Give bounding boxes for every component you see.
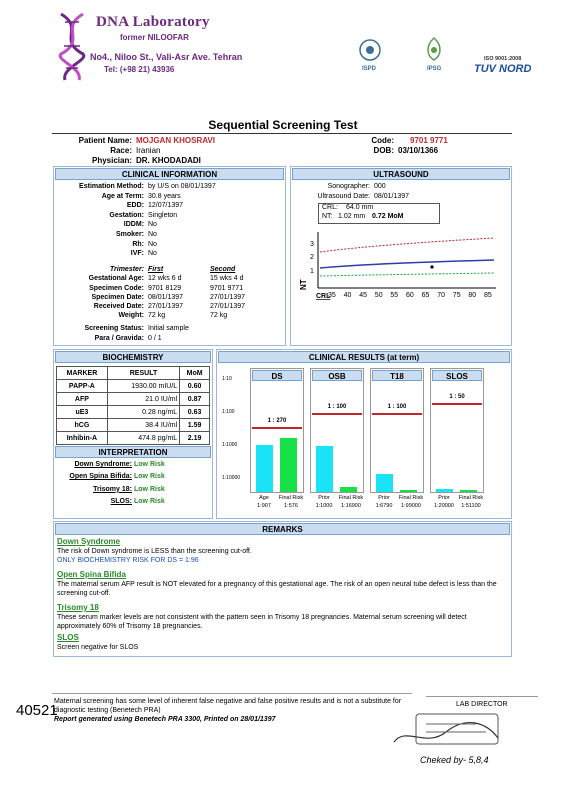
iso-label: ISO 9001:2008 — [484, 56, 522, 62]
risk-bar-label: Final Risk — [278, 495, 304, 501]
interpretation-value: Low Risk — [134, 485, 165, 493]
risk-y-tick: 1:10000 — [222, 475, 241, 482]
handwritten-id: 40521 — [16, 702, 58, 719]
ispd-label: ISPD — [362, 66, 377, 72]
lab-former-name: former NILOOFAR — [120, 33, 189, 42]
lab-stamp — [386, 712, 506, 752]
para-gravida: 0 / 1 — [148, 335, 162, 342]
biochemistry-table — [56, 366, 210, 445]
marker-mom: 0.63 — [180, 406, 210, 419]
ispd-logo — [358, 38, 382, 62]
risk-panel-frame — [430, 368, 484, 493]
col-mom: MoM — [180, 367, 210, 380]
lab-tel: Tel: (+98 21) 43936 — [104, 65, 175, 74]
code-label: Code: — [371, 136, 394, 145]
marker-name: hCG — [57, 419, 108, 432]
prior-risk-bar — [256, 445, 273, 492]
director-rule — [426, 696, 538, 697]
biochemistry-rows — [57, 380, 210, 445]
risk-y-tick: 1:1000 — [222, 442, 238, 449]
nt-x-ticks — [328, 292, 492, 299]
nt-chart-lower-curve — [320, 273, 494, 276]
biochem-row — [57, 432, 210, 445]
clinical-value: 12/07/1397 — [148, 202, 184, 210]
risk-bar-value: 1:16900 — [341, 503, 361, 509]
nt-x-tick: 85 — [484, 292, 492, 299]
dna-logo — [55, 10, 89, 82]
trimester-row-label: Weight: — [118, 312, 144, 320]
patient-name-label: Patient Name: — [78, 136, 132, 145]
risk-cutoff-label: 1 : 100 — [327, 404, 347, 411]
risk-bar-label: Final Risk — [458, 495, 484, 501]
clinical-info-header: CLINICAL INFORMATION — [55, 168, 284, 180]
risk-y-tick: 1:10 — [222, 376, 232, 382]
risk-bar-label: Prior — [318, 495, 330, 501]
risk-bar-value: 1:907 — [257, 503, 271, 509]
nt-y-tick-2: 2 — [310, 254, 314, 261]
para-gravida-label: Para / Gravida: — [94, 335, 144, 342]
trimester-second-value: 72 kg — [210, 312, 228, 320]
prior-risk-bar — [376, 474, 393, 492]
nt-x-tick: 55 — [390, 292, 399, 299]
nt-x-tick: 35 — [328, 292, 336, 299]
patient-name: MOJGAN KHOSRAVI — [136, 136, 215, 145]
final-risk-bar — [340, 487, 357, 492]
marker-name: AFP — [57, 393, 108, 406]
trimester-first-value: 12 wks 6 d — [148, 275, 182, 283]
lab-name: DNA Laboratory — [96, 14, 210, 30]
marker-result: 0.28 ng/mL — [107, 406, 179, 419]
interpretation-value: Low Risk — [134, 473, 165, 481]
nt-x-tick: 65 — [421, 292, 430, 299]
remark-text: The maternal serum AFP result is NOT elevated for a pregnancy of this gestational age. The risk of an open neural tube defect is less than the screening cut-off. — [57, 581, 497, 597]
remarks-header: REMARKS — [55, 523, 510, 535]
title-rule — [52, 133, 512, 134]
col-result: RESULT — [107, 367, 179, 380]
tuv-logo: TUV NORD — [474, 63, 532, 75]
interpretation-header: INTERPRETATION — [55, 446, 211, 458]
crl-label: CRL: — [322, 204, 338, 211]
disclaimer: Maternal screening has some level of inherent false negative and false positive results and is not a substitute for diagnostic testing (Benetech PRA) — [54, 698, 402, 714]
marker-name: PAPP-A — [57, 380, 108, 393]
risk-bar-label: Final Risk — [398, 495, 424, 501]
checked-by: Cheked by- 5,8,4 — [420, 755, 489, 765]
sonographer: 000 — [374, 183, 386, 190]
nt-y-tick-3: 3 — [310, 241, 314, 248]
clinical-label: Smoker: — [115, 231, 144, 238]
nt-x-tick: 40 — [343, 292, 352, 299]
marker-result: 1930.00 mIU/L — [107, 380, 179, 393]
trimester-row-label: Gestational Age: — [88, 275, 144, 283]
trimester-row-label: Specimen Date: — [91, 293, 144, 301]
nt-chart-upper-curve — [320, 238, 494, 252]
final-risk-bar — [280, 438, 297, 492]
trimester-label: Trimester: — [109, 266, 144, 273]
clinical-label: IDDM: — [123, 221, 144, 229]
report-title: Sequential Screening Test — [208, 118, 358, 132]
trimester-second-value: 9701 9771 — [210, 284, 244, 292]
nt-x-tick: 70 — [437, 292, 445, 299]
clinical-value: No — [148, 221, 157, 229]
remark-heading: Trisomy 18 — [57, 603, 99, 612]
race: Iranian — [136, 146, 161, 155]
nt-x-tick: 45 — [359, 292, 367, 299]
interpretation-value: Low Risk — [134, 498, 165, 506]
risk-cutoff-line — [252, 427, 302, 429]
nt-chart-median-curve — [320, 260, 494, 268]
risk-panel-title: DS — [252, 370, 302, 381]
report-generated: Report generated using Benetech PRA 3300, Printed on 28/01/1397 — [54, 716, 276, 723]
marker-result: 474.8 pg/mL — [107, 432, 179, 445]
screening-status-label: Screening Status: — [84, 325, 144, 332]
risk-cutoff-label: 1 : 270 — [267, 418, 287, 425]
biochem-row — [57, 419, 210, 432]
nt-x-tick: 80 — [468, 292, 477, 299]
clinical-label: IVF: — [130, 250, 144, 258]
interpretation-label: Open Spina Bifida: — [69, 473, 132, 481]
race-label: Race: — [110, 146, 132, 155]
risk-panel-title: T18 — [372, 370, 422, 381]
clinical-value: No — [148, 231, 157, 238]
lab-address: No4., Niloo St., Vali-Asr Ave. Tehran — [90, 52, 243, 62]
trimester-second-value: 27/01/1397 — [210, 293, 246, 301]
risk-bar-value: 1:51100 — [461, 503, 481, 509]
clinical-label: Age at Term: — [101, 192, 144, 200]
marker-mom: 0.60 — [180, 380, 210, 393]
marker-result: 21.0 IU/ml — [107, 393, 179, 406]
trimester-first-value: 9701 8129 — [148, 284, 182, 292]
nt-chart-patient-point — [430, 265, 433, 268]
remark-heading: SLOS — [57, 633, 79, 642]
risk-bar-value: 1:99000 — [401, 503, 421, 509]
remark-heading: Open Spina Bifida — [57, 570, 126, 579]
nt-x-tick: 50 — [374, 292, 383, 299]
clinical-label: Rh: — [132, 240, 144, 248]
remark-heading: Down Syndrome — [57, 537, 121, 546]
us-date-label: Ultrasound Date: — [317, 193, 370, 200]
col-marker: MARKER — [57, 367, 108, 380]
clinical-value: No — [148, 250, 157, 258]
us-date: 08/01/1397 — [374, 193, 410, 200]
sonographer-label: Sonographer: — [327, 183, 370, 190]
nt-x-axis-label: CRL — [316, 293, 331, 300]
marker-mom: 1.59 — [180, 419, 210, 432]
crl-value: 64.0 mm — [346, 204, 374, 211]
clinical-results-header: CLINICAL RESULTS (at term) — [218, 351, 510, 363]
final-risk-bar — [460, 490, 477, 492]
trimester-first-value: 72 kg — [148, 312, 166, 320]
interpretation-value: Low Risk — [134, 461, 165, 468]
trimester-first-value: 27/01/1397 — [148, 303, 184, 310]
trimester-second-value: 27/01/1397 — [210, 303, 246, 310]
risk-bar-value: 1:6790 — [375, 503, 393, 509]
ipsg-logo — [423, 36, 445, 62]
risk-cutoff-line — [432, 403, 482, 405]
marker-name: uE3 — [57, 406, 108, 419]
clinical-label: Gestation: — [109, 211, 144, 219]
interpretation-label: Trisomy 18: — [93, 485, 132, 493]
dob: 03/10/1366 — [398, 146, 439, 155]
marker-name: Inhibin-A — [57, 432, 108, 445]
nt-mom: 0.72 MoM — [372, 213, 404, 220]
trimester-row-label: Specimen Code: — [89, 284, 144, 292]
risk-bar-label: Prior — [378, 495, 390, 501]
clinical-label: Estimation Method: — [79, 183, 144, 190]
clinical-value: 30.8 years — [148, 192, 181, 200]
biochem-row — [57, 380, 210, 393]
remark-extra: ONLY BIOCHEMISTRY RISK FOR DS = 1:96 — [57, 557, 199, 564]
risk-bar-label: Age — [259, 495, 269, 501]
nt-chart — [296, 226, 508, 306]
remark-text: The risk of Down syndrome is LESS than the screening cut-off. — [57, 548, 252, 555]
nt-label: NT: — [322, 213, 333, 220]
trimester-first-value: 08/01/1397 — [148, 293, 184, 301]
nt-y-axis-label: NT — [299, 279, 308, 290]
nt-value: 1.02 mm — [338, 213, 366, 220]
trimester-first: First — [148, 266, 164, 273]
nt-x-tick: 60 — [406, 292, 414, 299]
biochemistry-header: BIOCHEMISTRY — [55, 351, 211, 363]
physician-label: Physician: — [91, 156, 132, 165]
risk-bar-label: Final Risk — [338, 495, 364, 501]
screening-status: Initial sample — [148, 325, 189, 332]
final-risk-bar — [400, 490, 417, 492]
risk-bar-value: 1:1000 — [315, 503, 333, 509]
trimester-second: Second — [210, 266, 236, 273]
risk-panel-title: OSB — [312, 370, 362, 381]
clinical-label: EDD: — [126, 202, 144, 210]
remark-text: These serum marker levels are not consistent with the pattern seen in Trisomy 18 pregnancies. Maternal serum screening will detect approximately 60% of Trisomy 18 pregnancies. — [57, 614, 467, 630]
interpretation-label: Down Syndrome: — [74, 461, 132, 468]
physician: DR. KHODADADI — [136, 156, 201, 165]
footer-rule — [52, 693, 412, 694]
risk-panel-title: SLOS — [432, 370, 482, 381]
trimester-row-label: Received Date: — [93, 303, 144, 310]
remark-text: Screen negative for SLOS — [57, 644, 139, 651]
ultrasound-header: ULTRASOUND — [292, 168, 510, 180]
ipsg-label: IPSG — [427, 66, 442, 72]
risk-bar-value: 1:576 — [284, 503, 298, 509]
prior-risk-bar — [316, 446, 333, 492]
clinical-value: Singleton — [148, 211, 178, 219]
risk-cutoff-label: 1 : 100 — [387, 404, 407, 411]
nt-y-tick-1: 1 — [310, 268, 314, 275]
risk-bar-label: Prior — [438, 495, 450, 501]
marker-mom: 0.87 — [180, 393, 210, 406]
marker-mom: 2.19 — [180, 432, 210, 445]
dob-label: DOB: — [373, 146, 394, 155]
prior-risk-bar — [436, 489, 453, 492]
marker-result: 38.4 IU/ml — [107, 419, 179, 432]
risk-cutoff-line — [372, 413, 422, 415]
risk-bar-value: 1:20000 — [434, 503, 454, 509]
lab-director-label: LAB DIRECTOR — [456, 701, 508, 708]
clinical-value: by U/S on 08/01/1397 — [148, 183, 216, 190]
biochem-row — [57, 406, 210, 419]
clinical-value: No — [148, 240, 157, 248]
biochem-row — [57, 393, 210, 406]
risk-cutoff-line — [312, 413, 362, 415]
trimester-second-value: 15 wks 4 d — [210, 275, 244, 283]
code: 9701 9771 — [410, 136, 448, 145]
risk-cutoff-label: 1 : 50 — [449, 394, 465, 401]
risk-y-tick: 1:100 — [222, 409, 235, 416]
interpretation-label: SLOS: — [110, 498, 132, 506]
nt-x-tick: 75 — [452, 292, 461, 299]
